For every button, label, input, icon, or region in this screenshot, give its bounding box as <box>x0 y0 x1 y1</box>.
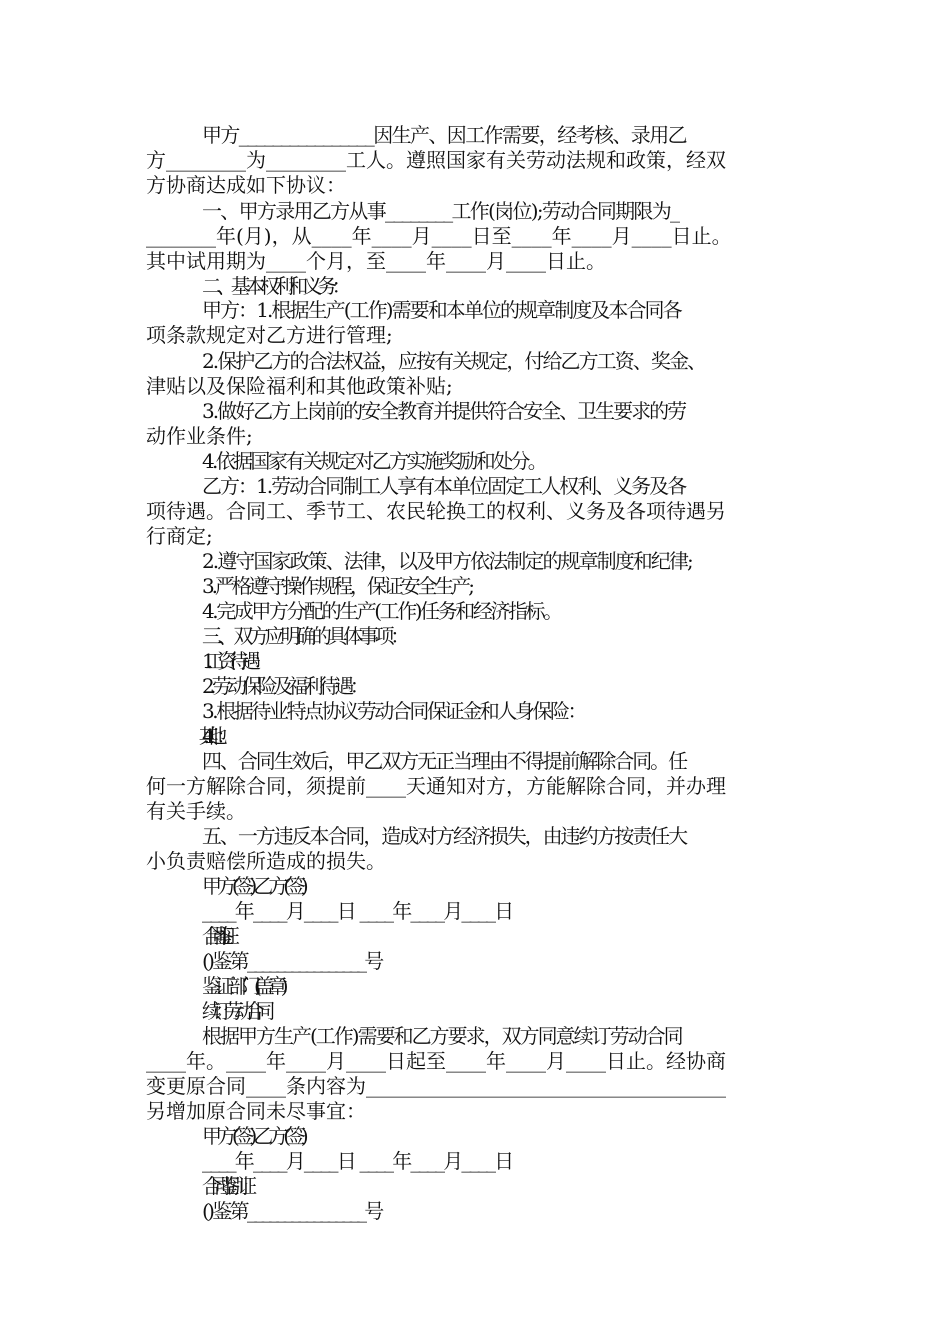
text-line: _______年(月)，从____年____月____日至____年____月____日止。 <box>146 224 732 248</box>
date-line: ____年____月____日 ____年____月____日 <box>202 1149 513 1173</box>
text-line: 合同鉴别证 <box>202 1174 246 1198</box>
signature-line: 甲方(签) 乙方(签) <box>202 874 304 898</box>
text-line: 根据甲方生产(工作)需要和乙方要求，双方同意续订劳动合同 <box>202 1024 682 1048</box>
text-line: 乙方：1.劳动合同制工人享有本单位固定工人权利、义务及各 <box>202 474 686 498</box>
text-line: 2.遵守国家政策、法律，以及甲方依法制定的规章制度和纪律; <box>202 549 692 573</box>
text-line: 动作业条件; <box>146 424 253 448</box>
text-line: 有关手续。 <box>146 799 246 823</box>
text-line: 鉴证部门(盖章) <box>202 974 282 998</box>
text-line: 津贴以及保险福利和其他政策补贴; <box>146 374 453 398</box>
text-line: 合同鉴证 <box>202 924 226 948</box>
text-line: 一、甲方录用乙方从事________工作(岗位);劳动合同期限为_ <box>202 199 679 223</box>
text-line: 行商定; <box>146 524 213 548</box>
text-line: 何一方解除合同，须提前____天通知对方，方能解除合同，并办理 <box>146 774 726 798</box>
text-line: 二、基本权利和义务： <box>202 274 346 298</box>
text-line: 方________为________工人。遵照国家有关劳动法规和政策，经双 <box>146 148 726 172</box>
text-line: 四、合同生效后，甲乙双方无正当理由不得提前解除合同。任 <box>202 749 686 773</box>
text-line: 3.根据待业特点协议劳动合同保证金和人身保险： <box>202 699 586 723</box>
text-line: 方协商达成如下协议： <box>146 173 346 197</box>
text-line: 2.保护乙方的合法权益，应按有关规定，付给乙方工资、奖金、 <box>202 349 706 373</box>
text-line: 4.依据国家有关规定对乙方实施奖励和处分。 <box>202 449 546 473</box>
text-line: 甲方：1.根据生产(工作)需要和本单位的规章制度及本合同各 <box>202 298 681 322</box>
text-line: 五、一方违反本合同，造成对方经济损失，由违约方按责任大 <box>202 824 686 848</box>
section-heading: 续订劳动合同 <box>202 999 266 1023</box>
text-line: 三、双方应明确的具体事项： <box>202 624 406 648</box>
text-line: ____年。____年____月____日起至____年____月____日止。经协商 <box>146 1049 726 1073</box>
text-line: 4.完成甲方分配的生产(工作)任务和经济指标。 <box>202 599 561 623</box>
text-line: 项条款规定对乙方进行管理; <box>146 323 393 347</box>
date-line: ____年____月____日 ____年____月____日 <box>202 899 513 923</box>
text-line: 4.其他： <box>202 724 226 748</box>
text-line: 1.工资待遇： <box>202 649 266 673</box>
text-line: 项待遇。合同工、季节工、农民轮换工的权利、义务及各项待遇另 <box>146 499 726 523</box>
text-line: 2.劳动保险及福利待遇： <box>202 674 366 698</box>
text-line: 小负责赔偿所造成的损失。 <box>146 849 386 873</box>
text-line: ()鉴第________________号 <box>202 1199 382 1223</box>
text-line: 3.做好乙方上岗前的安全教育并提供符合安全、卫生要求的劳 <box>202 399 686 423</box>
text-line: 甲方________________因生产、因工作需要，经考核、录用乙 <box>202 123 687 147</box>
text-line: ()鉴第________________号 <box>202 949 382 973</box>
text-line: 其中试用期为____个月，至____年____月____日止。 <box>146 249 606 273</box>
signature-line: 甲方(签) 乙方(签) <box>202 1124 304 1148</box>
text-line: 3.严格遵守操作规程，保证安全生产; <box>202 574 472 598</box>
text-line: 另增加原合同未尽事宜： <box>146 1099 366 1123</box>
text-line: 变更原合同____条内容为____________________________________ <box>146 1074 726 1098</box>
